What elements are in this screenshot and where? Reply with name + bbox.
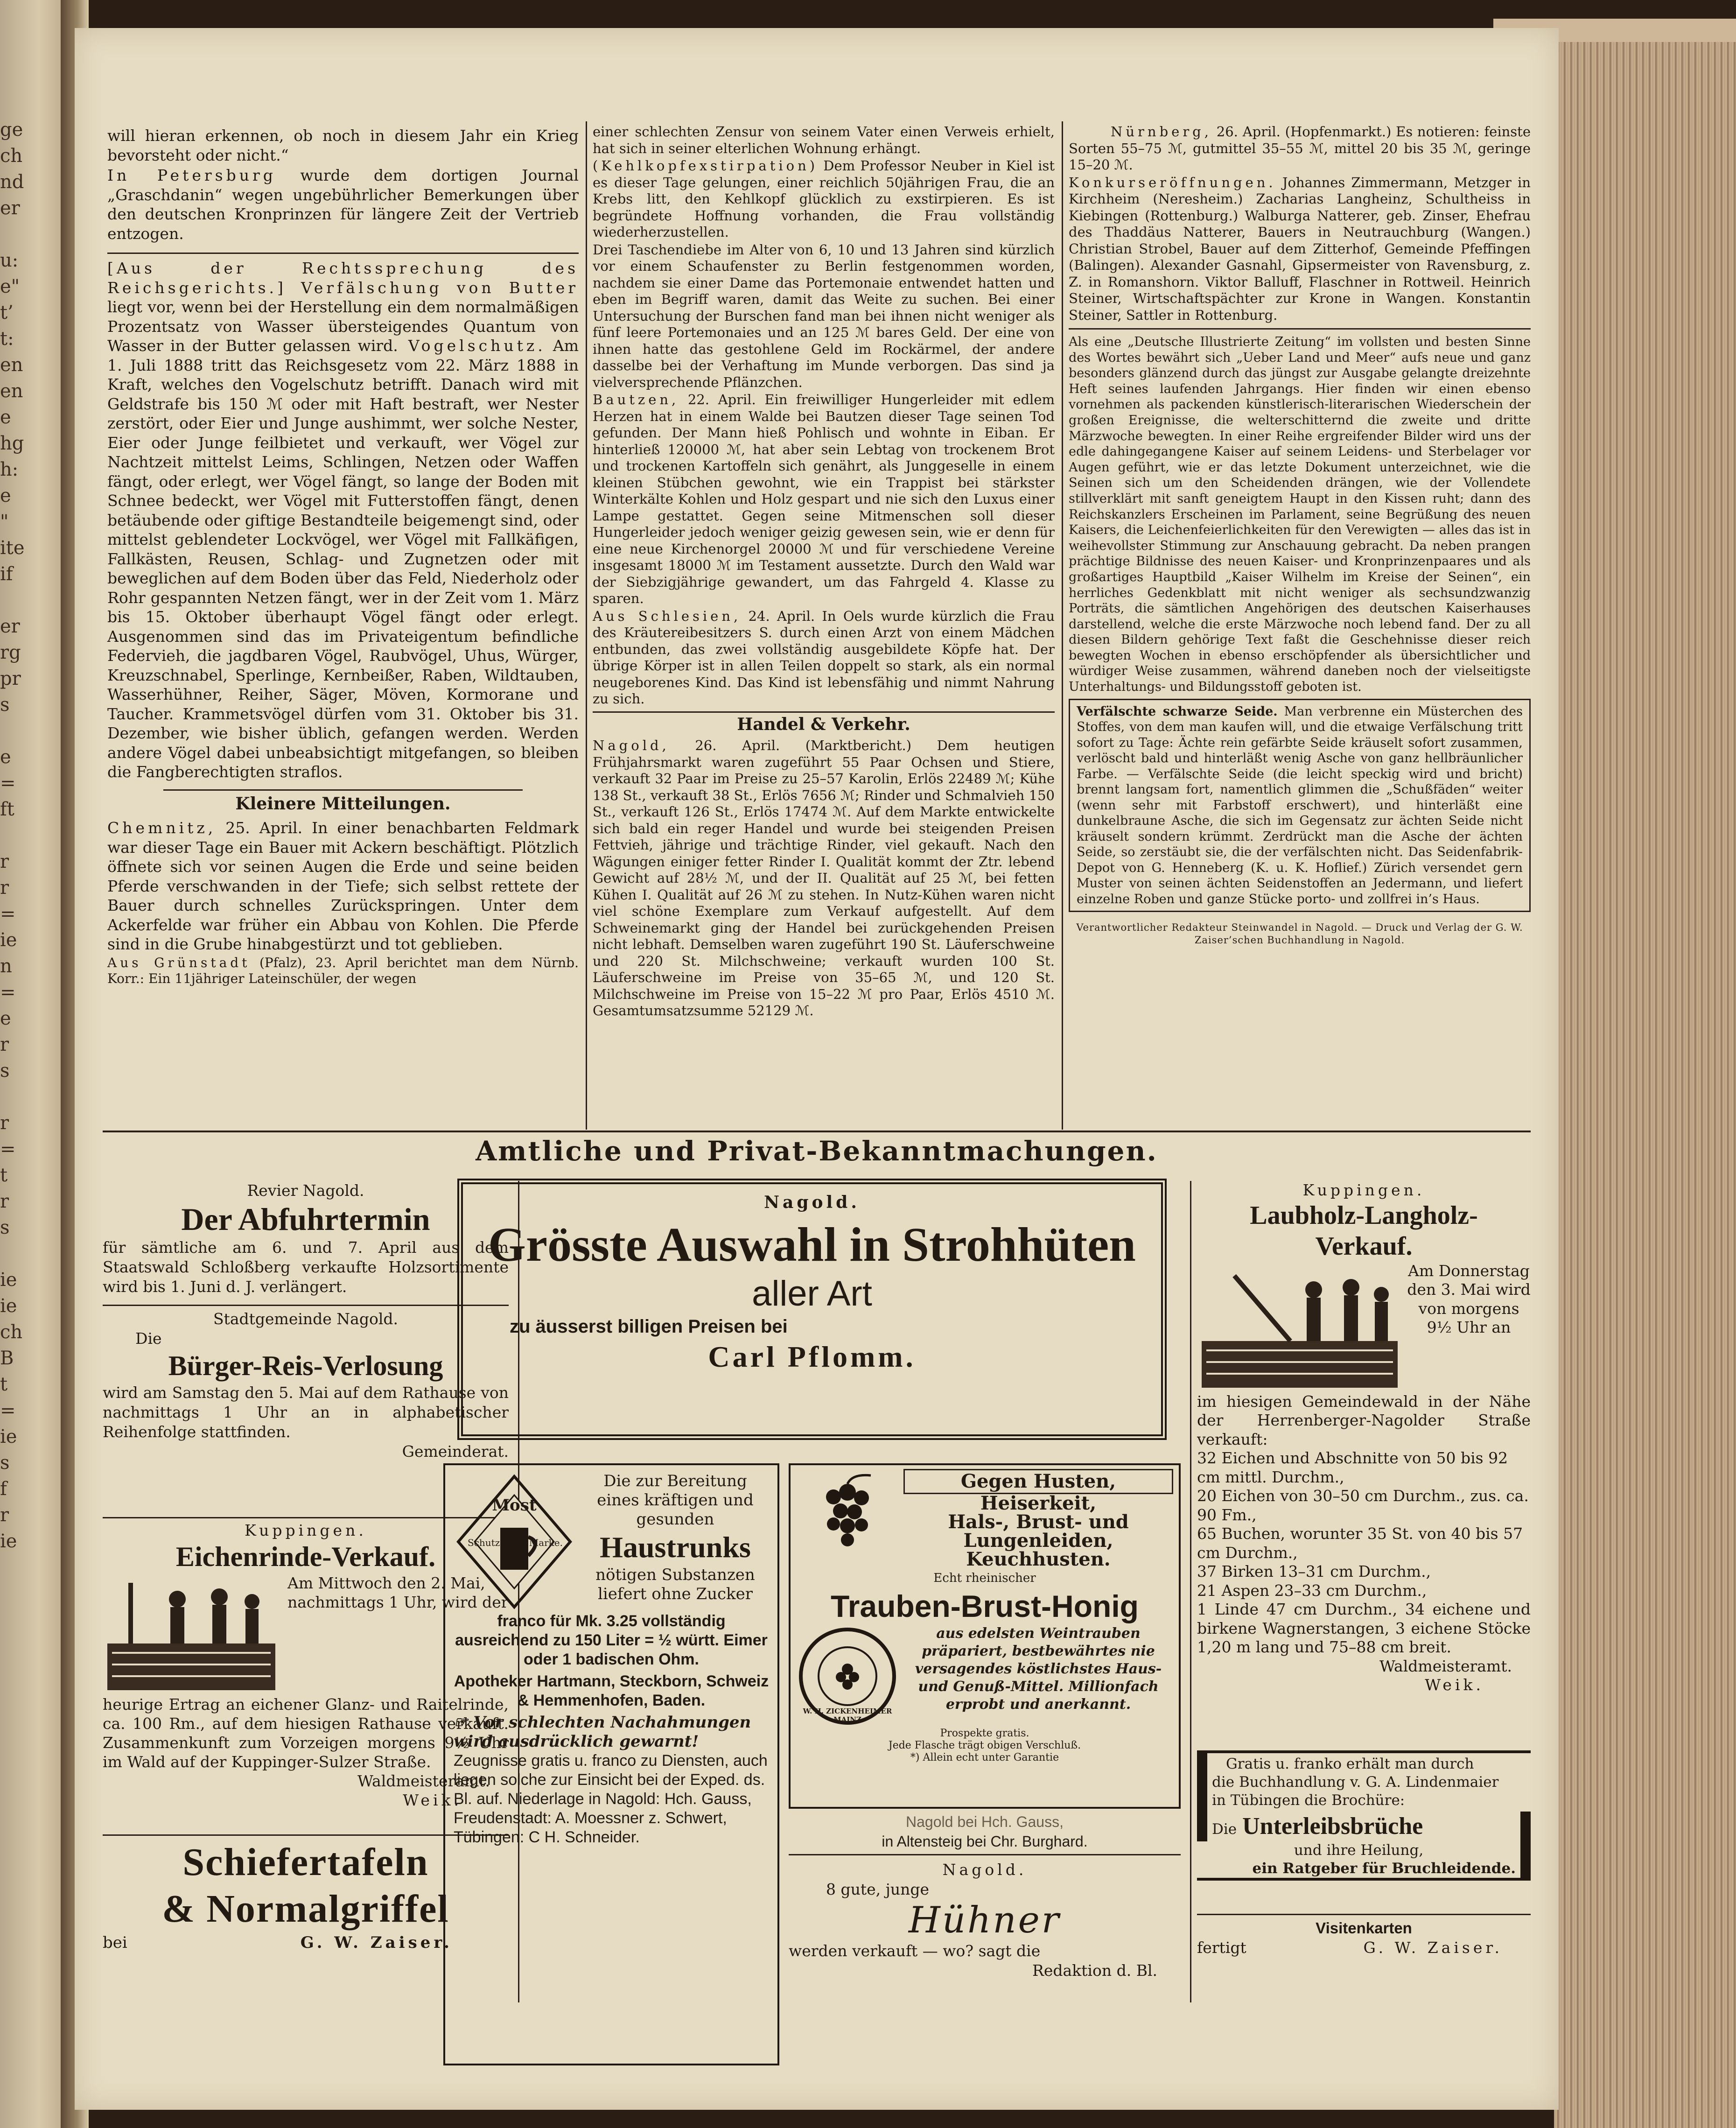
left-fragment: ge <box>0 119 23 140</box>
ad-honig-prosp: Prospekte gratis. <box>940 1728 1029 1739</box>
col1-reichsgericht-lead: [Aus der Rechtssprechung des Reichsgerichts.] <box>107 259 579 297</box>
lumber-illustration-icon <box>1197 1262 1402 1392</box>
left-fragment: pr <box>0 668 21 689</box>
column-1 <box>107 126 579 988</box>
left-fragment <box>0 587 51 613</box>
ad-honig-top <box>796 1469 1173 1569</box>
left-fragment: = <box>0 982 16 1003</box>
col1-rule-1 <box>107 244 579 254</box>
ad-reis-title: Bürger-Reis-Verlosung <box>168 1350 443 1381</box>
left-fragment: er <box>0 197 20 219</box>
left-fragment: e" <box>0 276 20 297</box>
page-stack-edges <box>1554 42 1736 2128</box>
most-shield-logo-icon <box>454 1472 575 1612</box>
ads-separator <box>103 1131 1531 1132</box>
ad-most-haustrunk <box>443 1463 779 2065</box>
ads-header: Amtliche und Privat-Bekanntmachungen. <box>476 1135 1158 1167</box>
ad-most-title: Haustrunks <box>600 1531 751 1564</box>
col1-chemnitz-lead: Chemnitz, <box>107 819 217 837</box>
ad-honig-garantie: *) Allein echt unter Garantie <box>910 1752 1059 1763</box>
col3-konkurs <box>1069 175 1531 324</box>
most-logo-left: Schutz <box>468 1537 500 1548</box>
col2-rule <box>593 711 1055 713</box>
left-fragment: f <box>0 1478 7 1500</box>
ad-eichen-sign2: Weik. <box>403 1791 462 1809</box>
left-fragment: ie <box>0 929 17 951</box>
left-fragment: ie <box>0 1531 17 1552</box>
left-fragment: ch <box>0 1321 23 1343</box>
left-fragment: e <box>0 407 11 428</box>
col3-nuernberg-text: 26. April. (Hopfenmarkt.) Es notieren: feinste Sorten 55–75 ℳ, gutmittel 35–55 ℳ, mittel 20 bis 35 ℳ, geringe 15–20 ℳ. <box>1069 124 1531 173</box>
ad-laubholz-item-3: 37 Birken 13–31 cm Durchm., <box>1197 1562 1431 1580</box>
col2-para-1: einer schlechten Zensur von seinem Vater einen Verweis erhielt, hat sich in seiner elterlichen Wohnung erhängt. <box>593 124 1055 156</box>
left-fragment: hg <box>0 433 24 454</box>
col2-bautzen <box>593 392 1055 607</box>
ad-honig-l3: Hals-, Brust- und <box>948 1511 1129 1533</box>
ad-most-text: nötigen Substanzen liefert ohne Zucker <box>595 1566 755 1603</box>
ad-most-tail: Zeugnisse gratis u. franco zu Diensten, auch liegen solche zur Einsicht bei der Exped. ds. Bl. auf. Niederlage in Nagold: Hch. Gauss, Freudenstadt: A. Moessner z. Schwert, Tübingen: C H. Schneider. <box>454 1752 768 1846</box>
col1-heading-kleinere: Kleinere Mitteilungen. <box>235 794 451 814</box>
ad-laubholz-item-1: 20 Eichen von 30–50 cm Durchm., zus. ca. 90 Fm., <box>1197 1487 1529 1524</box>
ad-honig-dealer2: in Altensteig bei Chr. Burghard. <box>882 1833 1088 1850</box>
col3-seide-text: Man verbrenne ein Müsterchen des Stoffes, von dem man kaufen will, und die etwaige Verfälschung tritt sofort zu Tage: Ächte rein gefärbte Seide kräuselt sofort zusammen, verlöscht bald und hinterläßt wenig Asche von ganz hellbräunlicher Farbe. — Verfälschte Seide (die leicht speckig wird und bricht) brennt langsam fort, namentlich glimmen die „Schußfäden“ weiter (wenn sehr mit Farbstoff erschwert), und hinterläßt eine dunkelbraune Asche, die sich im Gegensatz zur ächten Seide nicht kräuselt sondern krümmt. Zerdrückt man die Asche der ächten Seide, so zerstäubt sie, die der verfälschten nicht. Das Seidenfabrik-Depot von G. Henneberg (K. u. K. Hoflief.) Zürich versendet gern Muster von seinen ächten Seidenstoffen an Jedermann, und liefert einzelne Roben und ganze Stücke porto- und zollfrei in’s Haus. <box>1077 704 1523 906</box>
ad-schiefer-bei: bei <box>103 1933 127 1952</box>
ad-most-intro: Die zur Bereitung eines kräftigen und gesunden <box>597 1472 754 1529</box>
most-logo-top: Most <box>492 1496 537 1515</box>
ad-laubholz-item-2: 65 Buchen, worunter 35 St. von 40 bis 57 cm Durchm., <box>1197 1524 1523 1562</box>
left-fragment: r <box>0 1504 9 1526</box>
ad-laubholz-kuppingen: Kuppingen. <box>1302 1181 1425 1199</box>
ad-most-apotheker: Apotheker Hartmann, Steckborn, Schweiz & Hemmenhofen, Baden. <box>454 1672 769 1709</box>
left-fragment: r <box>0 1034 9 1055</box>
col2-nagold-lead: Nagold, <box>593 737 670 753</box>
left-fragment: e <box>0 485 11 506</box>
ad-stroh-nagold: Nagold. <box>764 1193 860 1212</box>
left-fragment: B <box>0 1348 14 1369</box>
left-fragment <box>0 1084 51 1110</box>
ad-schiefer-zaiser: G. W. Zaiser. <box>300 1933 453 1952</box>
col3-impressum: Verantwortlicher Redakteur Steinwandel in Nagold. — Druck und Verlag der G. W. Zaiser’schen Buchhandlung in Nagold. <box>1076 922 1523 946</box>
ad-visit-name: G. W. Zaiser. <box>1363 1938 1503 1957</box>
col1-gruenstadt-text: (Pfalz), 23. April berichtet man dem Nürnb. Korr.: Ein 11jähriger Lateinschüler, der wegen <box>107 955 579 986</box>
col2-nagold-markt <box>593 737 1055 1019</box>
left-fragment: ch <box>0 145 23 167</box>
ad-huehner-line2: 8 gute, junge <box>826 1880 930 1898</box>
ad-honig-title: Trauben-Brust-Honig <box>831 1589 1139 1623</box>
column-3 <box>1069 124 1531 947</box>
ad-eichen-kuppingen: Kuppingen. <box>245 1521 367 1539</box>
col1-rule-2 <box>163 783 523 791</box>
col3-nuernberg <box>1069 124 1531 174</box>
ad-abfuhr-text: für sämtliche am 6. und 7. April aus dem Staatswald Schloßberg verkaufte Holzsortimente wird bis 1. Juni d. J. verlängert. <box>103 1238 509 1296</box>
col3-konkurs-lead: Konkurseröffnungen. <box>1069 174 1276 190</box>
ad-honig-dealers <box>789 1812 1181 1851</box>
left-fragment: u: <box>0 250 19 271</box>
col2-taschendiebe: Drei Taschendiebe im Alter von 6, 10 und 13 Jahren sind kürzlich vor einem Schaufenster zu Berlin festgenommen worden, nachdem sie einer Dame das Portemonaie entwendet hatten und eben im Begriff waren, damit das Weite zu suchen. Bei einer Untersuchung der Burschen fand man bei ihnen nicht weniger als fünf leere Portemonaies und an 125 ℳ bares Geld. Der eine von ihnen hatte das gestohlene Geld im Rockärmel, der andere dasselbe bei der Verhaftung im Munde verborgen. Das sind ja vielversprechende Pflänzchen. <box>593 241 1055 390</box>
ad-laubholz-text: im hiesigen Gemeindewald in der Nähe der Herrenberger-Nagolder Straße verkauft: <box>1197 1392 1531 1448</box>
col1-gruenstadt-lead: Aus Grünstadt <box>107 955 251 970</box>
ad-most-warn: ☞ Vor schlechten Nachahmungen wird ausdrücklich gewarnt! <box>454 1713 751 1751</box>
ad-honig-l2: Heiserkeit, <box>980 1492 1097 1514</box>
ad-unterleib-l5: und ihre Heilung, <box>1294 1842 1424 1859</box>
col1-reichsgericht <box>107 259 579 782</box>
grapes-icon <box>796 1469 899 1562</box>
ad-visit-title: Visitenkarten <box>1316 1919 1412 1937</box>
column-divider-2 <box>1062 121 1063 1130</box>
ad-most-bold: franco für Mk. 3.25 vollständig ausreichend zu 150 Liter = ½ württ. Eimer oder 1 badischen Ohm. <box>455 1612 768 1668</box>
col2-nagold-text: 26. April. (Marktbericht.) Dem heutigen Frühjahrsmarkt waren zugeführt 55 Paar Ochsen und Stiere, verkauft 32 Paar im Preise zu 25–57 Karolin, Erlös 22489 ℳ; Kühe 138 St., verkauft 38 St., Erlös 7656 ℳ; Rinder und Schmalvieh 150 St., verkauft 126 St., Erlös 17474 ℳ. Auf dem Markte entwickelte sich bald ein reger Handel und wurde bei steigenden Preisen Fettvieh, jährige und trächtige Rinder, viel gekauft. Nach den Wägungen einiger fetter Rinder I. Qualität kommt der Ztr. lebend Gewicht auf 28½ ℳ, und der II. Qualität auf 25 ℳ, bei fetten Kühen I. Qualität auf 26 ℳ zu stehen. In Nutz-Kühen waren nicht viel schöne Exemplare zum Verkauf aufgestellt. Auf dem Schweinemarkt ging der Handel bei zurückgehenden Preisen nicht lebhaft. Demselben waren zugeführt 190 St. Läuferschweine und 220 St. Milchschweine; verkauft wurden 100 St. Läuferschweine im Preise von 35–65 ℳ, und 120 St. Milchschweine im Preise von 15–22 ℳ pro Paar, Erlös 4510 ℳ. Gesamtumsatzsumme 52129 ℳ. <box>593 737 1055 1018</box>
ad-unterleib-title: Unterleibsbrüche <box>1242 1813 1423 1840</box>
ad-laubholz-title2: Verkauf. <box>1315 1231 1413 1261</box>
left-fragment: nd <box>0 171 24 193</box>
left-fragment: = <box>0 1400 16 1421</box>
ad-visit-fertigt: fertigt <box>1197 1938 1246 1957</box>
left-fragment: t <box>0 1165 8 1186</box>
ad-unterleib-l6: ein Ratgeber für Bruchleidende. <box>1252 1860 1516 1877</box>
ad-honig-mid <box>796 1625 1173 1728</box>
ad-reis-die: Die <box>135 1329 162 1348</box>
col2-schlesien-lead: Aus Schlesien, <box>593 608 742 624</box>
seal-icon <box>796 1625 899 1728</box>
column-2 <box>593 124 1055 1020</box>
ad-most-top <box>454 1472 769 1612</box>
col3-rule-1 <box>1069 328 1531 330</box>
left-fragment: s <box>0 1452 10 1474</box>
col1-chemnitz <box>107 818 579 954</box>
col3-illustrierte: Als eine „Deutsche Illustrierte Zeitung“ im vollsten und besten Sinne des Wortes bewährt sich „Ueber Land und Meer“ aufs neue und ganz besonders glänzend durch das jüngst zur Ausgabe gelangte dreizehnte Heft seines laufenden Jahrgangs. Hier finden wir einen ebenso vornehmen als packenden künstlerisch-literarischen Wiederschein der großen Ereignisse, die welterschitternd die zweite und dritte Märzwoche bewegten. In einer Reihe ergreifender Bilder wird uns der edle dahingegangene Kaiser auf seinem Leidens- und Sterbelager vor Augen geführt, wie er das letzte Dokument unterzeichnet, wie die Seinen sich um den Scheidenden drängen, wie der Vollendete stillverklärt mit sanft geneigtem Haupt in den Kissen ruht; dann des Reichskanzlers Erscheinen im Parlament, seine Begrüßung des neuen Kaisers, die Leichenfeierlichkeiten für den Verewigten — alles das ist in weihevollster Stimmung zur Anschauung gebracht. Da neben prangen prächtige Bildnisse des neuen Kaiser- und Kronprinzenpaares und als großartiges Hauptbild „Kaiser Wilhelm im Kreise der Seinen“, ein herrliches Gedenkblatt mit nicht weniger als sechsundzwanzig Porträts, die sämtlichen Angehörigen des deutschen Kaiserhauses darstellend, welche die erste Märzwoche noch lebend fand. Der zu all diesen Bildern gehörige Text faßt die Geschehnisse dieser reich bewegten Wochen in ebenso erschöpfender als übersichtlicher und würdiger Weise zusammen, während daneben noch der vielseitigste Unterhaltungs- und Bildungsstoff geboten ist. <box>1069 335 1531 695</box>
left-fragment <box>0 718 51 744</box>
ad-unterleib <box>1197 1750 1531 1881</box>
left-fragment <box>0 822 51 849</box>
ad-eichen-right: Am Mittwoch den 2. Mai, nachmittags 1 Uhr, wird der <box>287 1574 509 1611</box>
ad-honig-list <box>903 1469 1173 1569</box>
ad-rule-visit <box>1197 1914 1531 1915</box>
ad-laubholz-sign1: Waldmeisteramt. <box>1379 1657 1512 1675</box>
ad-schiefer-title2: & Normalgriffel <box>162 1887 449 1931</box>
ad-reis-sign: Gemeinderat. <box>402 1442 509 1461</box>
ad-unterleib-l1: Gratis u. franko erhält man durch <box>1226 1756 1474 1772</box>
ad-stroh-title: Grösste Auswahl in Strohhüten <box>488 1218 1136 1271</box>
ad-unterleib-l2: die Buchhandlung v. G. A. Lindenmaier <box>1212 1774 1499 1791</box>
newspaper-page <box>75 28 1559 2110</box>
col1-butter-lead: Verfälschung von Butter <box>286 278 579 297</box>
ad-laubholz <box>1197 1181 1531 1695</box>
ad-honig-l4: Lungenleiden, <box>963 1530 1113 1552</box>
ad-rule-1 <box>103 1305 509 1306</box>
left-fragment: r <box>0 851 9 872</box>
ad-huehner-text: werden verkauft — wo? sagt die <box>789 1942 1041 1960</box>
ad-trauben-brust-honig <box>789 1463 1181 1809</box>
col2-schlesien <box>593 608 1055 708</box>
left-fragment: e <box>0 746 11 768</box>
col1-petersburg-lead: In Petersburg <box>107 166 276 184</box>
left-fragment: = <box>0 1138 16 1160</box>
ad-huehner <box>789 1860 1181 1981</box>
ad-buerger-reis <box>103 1309 509 1461</box>
col2-bautzen-text: 22. April. Ein freiwilliger Hungerleider mit edlem Herzen hat in einem Walde bei Bautzen dieser Tage seinen Tod gefunden. Der Mann hieß Pohlisch und wohnte in Eiban. Er hinterließ 120000 ℳ, hat aber sein Lebtag von trockenem Brot und trockenen Kartoffeln sich genährt, als Junggeselle in einem kleinen Stübchen gewohnt, wie ein Trappist bei stärkster Winterkälte Kohlen und Holz gespart und nie sich den Luxus einer Lampe gestattet. Gegen seine Mitmenschen soll dieser Hungerleider jedoch weniger geizig gewesen sein, wie er denn für eine neue Kirchenorgel 20000 ℳ und für verschiedene Vereine insgesamt 18000 ℳ im Testament aussetzte. Durch den Wald war der Siebzigjährige gewandert, um das Fahrgeld 4. Klasse zu sparen. <box>593 392 1055 606</box>
col3-konkurs-text: Johannes Zimmermann, Metzger in Kirchheim (Neresheim.) Zacharias Langheinz, Schultheiss in Kiebingen (Rottenburg.) Walburga Natterer, geb. Zinser, Ehefrau des Thaddäus Natterer, Bauers in Neutrauchburg (Wangen.) Christian Strobel, Bauer auf dem Zitterhof, Gemeinde Pfeffingen (Balingen). Alexander Gasnahl, Gipsermeister von Ravensburg, z. Z. in Romanshorn. Viktor Balluff, Flaschner in Rottweil. Heinrich Steiner, Wirtschaftspächter zur Krone in Wangen. Konstantin Steiner, Sattler in Rottenburg. <box>1069 174 1531 323</box>
left-fragment: ite <box>0 537 25 559</box>
ad-honig-desc: aus edelsten Weintrauben präpariert, bestbewährtes nie versagendes köstlichstes Haus- und Genuß-Mittel. Millionfach erprobt und anerkannt. <box>915 1625 1162 1713</box>
left-fragment: ft <box>0 799 14 820</box>
column-divider-1 <box>586 121 587 1130</box>
ad-laubholz-top <box>1197 1262 1531 1392</box>
ad-laubholz-right: Am Donnerstag den 3. Mai wird von morgens 9½ Uhr an <box>1407 1261 1531 1336</box>
col2-schlesien-text: 24. April. In Oels wurde kürzlich die Frau des Kräutereibesitzers S. durch einen Arzt von einem Mädchen entbunden, das zwei vollständig ausgebildete Köpfe hat. Der übrige Körper ist in allen Teilen doppelt so stark, als ein normal neugeborenes Kind. Das Kind ist lebensfähig und nimmt Nahrung zu sich. <box>593 608 1055 707</box>
col1-petersburg-text: wurde dem dortigen Journal „Graschdanin“ wegen ungebührlicher Bemerkungen über den deutschen Kronprinzen für längere Zeit der Vertrieb entzogen. <box>107 166 579 243</box>
left-fragment: = <box>0 773 16 794</box>
left-fragment: r <box>0 1112 9 1134</box>
col1-vogel-lead: Vogelschutz. <box>398 337 546 355</box>
ad-abfuhrtermin <box>103 1181 509 1297</box>
left-page <box>0 0 64 2128</box>
left-fragment: " <box>0 511 9 533</box>
left-fragment: ie <box>0 1269 17 1291</box>
left-fragment: r <box>0 1191 9 1212</box>
col1-chemnitz-text: 25. April. In einer benachbarten Feldmark war dieser Tage ein Bauer mit Ackern beschäftigt. Plötzlich öffnete sich vor seinen Augen die Erde und seine beiden Pferde verschwanden in der Tiefe; sich selbst rettete der Bauer durch schnelles Zurückspringen. Unter dem Ackerfelde war früher ein Abbau von Kohlen. Die Pferde sind in die Grube hinabgestürzt und tot geblieben. <box>107 819 579 953</box>
left-fragment: t: <box>0 328 14 350</box>
col1-butter-text: liegt vor, wenn bei der Herstellung ein dem normalmäßigen Prozentsatz von Wasser übersteigendes Quantum von Wasser in der Butter gelassen wird. <box>107 298 579 355</box>
left-fragment: t’ <box>0 302 14 323</box>
left-fragment: if <box>0 563 13 585</box>
ad-unterleib-frame-bottom <box>1197 1841 1531 1881</box>
ad-honig-l5: Keuchhusten. <box>966 1548 1111 1570</box>
left-fragment: n <box>0 955 12 977</box>
seal-text: W. H. ZICKENHEIMER MAINZ <box>803 1707 892 1724</box>
col1-petersburg <box>107 166 579 243</box>
ad-eichen-title: Eichenrinde-Verkauf. <box>175 1541 436 1572</box>
col2-bautzen-lead: Bautzen, <box>593 392 679 407</box>
left-fragment: t <box>0 1374 8 1395</box>
ad-huehner-nagold: Nagold. <box>942 1861 1027 1879</box>
left-fragment: = <box>0 903 16 925</box>
ad-unterleib-l3: in Tübingen die Brochüre: <box>1212 1792 1405 1809</box>
col2-kehlkopf-lead: (Kehlkopfexstirpation) <box>593 158 819 174</box>
col1-vogel-text: Am 1. Juli 1888 tritt das Reichsgesetz vom 22. März 1888 in Kraft, welches den Vogelschutz betrifft. Danach wird mit Geldstrafe bis 150 ℳ oder mit Haft bestraft, wer Nester zerstört, oder Eier und Junge aushimmt, wer solche Nester, Eier oder Junge feilbietet und verkauft, wer Vögel zur Nachtzeit mittelst Leims, Schlingen, Netzen oder Waffen fängt, oder erlegt, wer Vögel fängt, so lange der Boden mit Schnee bedeckt, wer Vögel mit Futterstoffen fängt, denen betäubende oder giftige Bestandteile beigemengt sind, oder mittelst geblendeter Lockvögel, wer Vögel mit Fallkäfigen, Fallkästen, Reusen, Schlag- und Zugnetzen oder mit beweglichen auf dem Boden über das Feld, Niederholz oder Rohr gespannten Netzen fängt, wer in der Zeit vom 1. März bis 15. Oktober überhaupt Vögel fängt oder erlegt. Ausgenommen sind das im Privateigentum befindliche Federvieh, die jagdbaren Vögel, Raubvögel, Uhus, Würger, Kreuzschnabel, Sperlinge, Kernbeißer, Raben, Wildtauben, Wasserhühner, Reiher, Säger, Möven, Kormorane und Taucher. Krammetsvögel dürfen vom 31. Oktober bis 31. Dezember, wie bisher üblich, gefangen werden. Werden andere Vögel dabei unbeabsichtigt mitgefangen, so bleiben die Fangberechtigten straflos. <box>107 337 579 781</box>
left-fragment: e <box>0 1008 11 1029</box>
ad-reis-text: wird am Samstag den 5. Mai auf dem Rathause von nachmittags 1 Uhr an in alphabetischer Reihenfolge stattfinden. <box>103 1384 509 1441</box>
ad-abfuhr-revier: Revier Nagold. <box>247 1181 364 1200</box>
left-fragment: en <box>0 380 23 402</box>
ads-divider-right <box>1190 1181 1191 2002</box>
col2-kehlkopf-text: Dem Professor Neuber in Kiel ist es dieser Tage gelungen, einer reichlich 50jährigen Frau, die an Krebs litt, den Kehlkopf glücklich zu exstirpieren. Es ist begründete Hoffnung vorhanden, die Frau vollständig wiederherzustellen. <box>593 158 1055 240</box>
ad-unterleib-mid <box>1197 1812 1531 1841</box>
col3-seide-box <box>1069 699 1531 913</box>
ad-unterleib-frame-top <box>1197 1750 1531 1812</box>
left-fragment: ie <box>0 1295 17 1317</box>
ad-unterleib-die: Die <box>1212 1821 1237 1838</box>
ad-laubholz-title1: Laubholz-Langholz- <box>1250 1201 1478 1230</box>
ad-huehner-title: Hühner <box>908 1899 1061 1941</box>
ad-stroh-price: zu äusserst billigen Preisen bei <box>510 1316 788 1337</box>
ad-laubholz-sign2: Weik. <box>1425 1676 1484 1694</box>
left-fragment: h: <box>0 459 19 480</box>
ad-honig-flasche: Jede Flasche trägt obigen Verschluß. <box>888 1740 1081 1751</box>
ad-rule-honig <box>789 1854 1181 1855</box>
ad-honig-top-label: Gegen Husten, <box>903 1469 1173 1494</box>
left-fragment: ie <box>0 1426 17 1447</box>
col2-heading-handel: Handel & Verkehr. <box>737 714 910 734</box>
col1-para-1: will hieran erkennen, ob noch in diesem Jahr ein Krieg bevorsteht oder nicht.“ <box>107 126 579 164</box>
left-page-fragments <box>0 117 51 2068</box>
most-logo-right: Marke. <box>529 1537 563 1548</box>
ad-stroh-sub: aller Art <box>752 1274 872 1313</box>
col1-gruenstadt <box>107 955 579 987</box>
left-fragment <box>0 221 51 247</box>
ad-most-header <box>581 1472 769 1612</box>
ad-eichen-text: heurige Ertrag an eichener Glanz- und Raitelrinde, ca. 100 Rm., auf dem hiesigen Rathause verkauft. Zusammenkunft zum Vorzeigen morgens 9½ Uhr im Wald auf der Kuppinger-Sulzer Straße. <box>103 1695 509 1771</box>
left-fragment: en <box>0 354 23 376</box>
left-fragment <box>0 1241 51 1267</box>
ad-honig-dealer1: Nagold bei Hch. Gauss, <box>906 1813 1064 1830</box>
left-fragment: s <box>0 1060 10 1082</box>
ad-strohhuete <box>457 1179 1167 1440</box>
left-fragment: s <box>0 1217 10 1238</box>
ad-abfuhr-title: Der Abfuhrtermin <box>181 1201 430 1237</box>
ad-huehner-sign: Redaktion d. Bl. <box>1032 1961 1157 1980</box>
left-fragment: er <box>0 616 20 637</box>
ad-visit-bottom <box>1197 1938 1531 1958</box>
ad-stroh-name: Carl Pflomm. <box>708 1340 916 1373</box>
left-fragment: rg <box>0 642 21 663</box>
ad-eichen-sign1: Waldmeisteramt. <box>357 1772 490 1790</box>
ad-laubholz-item-4: 21 Aspen 23–33 cm Durchm., <box>1197 1581 1427 1600</box>
ad-honig-echt: Echt rheinischer <box>933 1571 1036 1585</box>
ad-laubholz-item-0: 32 Eichen und Abschnitte von 50 bis 92 cm mittl. Durchm., <box>1197 1449 1508 1486</box>
woodcutters-illustration-icon <box>103 1573 280 1695</box>
col3-seide-lead: Verfälschte schwarze Seide. <box>1077 704 1278 719</box>
ad-schiefer-title1: Schiefertafeln <box>182 1840 429 1884</box>
ad-visitenkarten <box>1197 1918 1531 1958</box>
left-fragment: r <box>0 877 9 899</box>
left-fragment: s <box>0 694 10 716</box>
ad-laubholz-item-5: 1 Linde 47 cm Durchm., 34 eichene und birkene Wagnerstangen, 3 eichene Stöcke 1,20 m lang und 75–88 cm breit. <box>1197 1600 1531 1656</box>
ad-reis-stadtgemeinde: Stadtgemeinde Nagold. <box>213 1310 399 1328</box>
col3-nuernberg-lead: Nürnberg, <box>1111 124 1212 140</box>
col2-kehlkopf <box>593 158 1055 241</box>
